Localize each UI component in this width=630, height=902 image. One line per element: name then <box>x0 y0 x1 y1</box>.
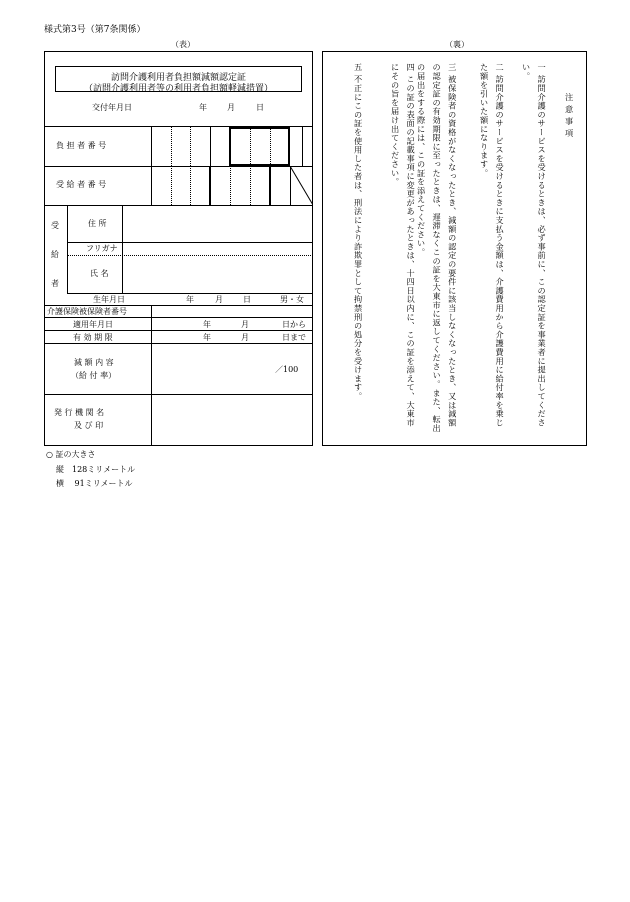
issue-date-label: 交付年月日 <box>92 103 132 112</box>
title-box <box>55 66 302 92</box>
reduction-label: 減 額 内 容 <box>74 358 114 367</box>
valid-month: 月 <box>241 333 249 342</box>
furigana-label: フリガナ <box>86 244 118 253</box>
front-card <box>44 51 313 446</box>
issuer-label: 発 行 機 関 名 <box>54 408 105 417</box>
front-side-label: （表） <box>171 40 195 49</box>
note-item-2: 二 訪問介護のサービスを受けるときに支払う金額は、介護費用から介護費用に給付率を乗じた額を引いた額になります。 <box>479 63 506 428</box>
birth-sex: 男・女 <box>280 295 304 304</box>
form-number: 様式第3号（第7条関係） <box>44 25 146 35</box>
reduction-value: ／100 <box>275 365 299 374</box>
note-item-4: 四 この証の表面の記載事項に変更があったときは、十四日以内に、この証を添えて、大東市にその旨を届け出てください。 <box>390 63 417 428</box>
notes-heading: 注 意 事 項 <box>564 93 575 138</box>
applicable-date-label: 適用年月日 <box>73 320 113 329</box>
recipient-group-char-2: 給 <box>51 250 59 259</box>
size-note-height: 縦 128ミリメートル <box>56 465 136 474</box>
birth-month: 月 <box>215 295 223 304</box>
recipient-group-char-3: 者 <box>51 279 59 288</box>
applicable-year: 年 <box>203 320 211 329</box>
issue-year: 年 <box>199 103 207 112</box>
applicable-month: 月 <box>241 320 249 329</box>
burden-number-label: 負 担 者 番 号 <box>56 141 107 150</box>
valid-period-label: 有 効 期 限 <box>73 333 113 342</box>
recipient-group-char-1: 受 <box>51 221 59 230</box>
birth-year: 年 <box>186 295 194 304</box>
insured-number-label: 介護保険被保険者番号 <box>47 307 127 316</box>
address-label: 住 所 <box>88 219 107 228</box>
benefit-rate-label: （給 付 率） <box>71 371 117 380</box>
note-item-1: 一 訪問介護のサービスを受けるときは、必ず事前に、この認定証を事業者に提出してください。 <box>521 63 548 428</box>
note-item-3: 三 被保険者の資格がなくなったとき、減額の認定の要件に該当しなくなったとき、又は減額の認定証の有効期限に至ったときは、遅滞なくこの証を大東市に返してください。また、転出の届出をする際には、この証を添えてください。 <box>416 63 458 433</box>
issue-day: 日 <box>256 103 264 112</box>
seal-label: 及 び 印 <box>74 421 104 430</box>
back-side-label: （裏） <box>445 40 469 49</box>
applicable-suffix: 日から <box>282 320 306 329</box>
recipient-number-label: 受 給 者 番 号 <box>56 180 107 189</box>
note-item-5: 五 不正にこの証を使用した者は、刑法により詐欺罪として拘禁刑の処分を受けます。 <box>353 63 364 401</box>
burden-check-box <box>229 127 290 166</box>
size-note-heading: ○ 証の大きさ <box>46 450 96 459</box>
card-subtitle: （訪問介護利用者等の利用者負担額軽減措置） <box>83 84 273 94</box>
issue-month: 月 <box>227 103 235 112</box>
birth-day: 日 <box>243 295 251 304</box>
birth-label: 生年月日 <box>93 295 125 304</box>
valid-suffix: 日まで <box>282 333 306 342</box>
size-note-width: 横 91ミリメートル <box>56 479 133 488</box>
recipient-diagonal-line <box>290 166 313 205</box>
card-title: 訪問介護利用者負担額減額認定証 <box>110 73 246 83</box>
valid-year: 年 <box>203 333 211 342</box>
name-label: 氏 名 <box>90 269 109 278</box>
